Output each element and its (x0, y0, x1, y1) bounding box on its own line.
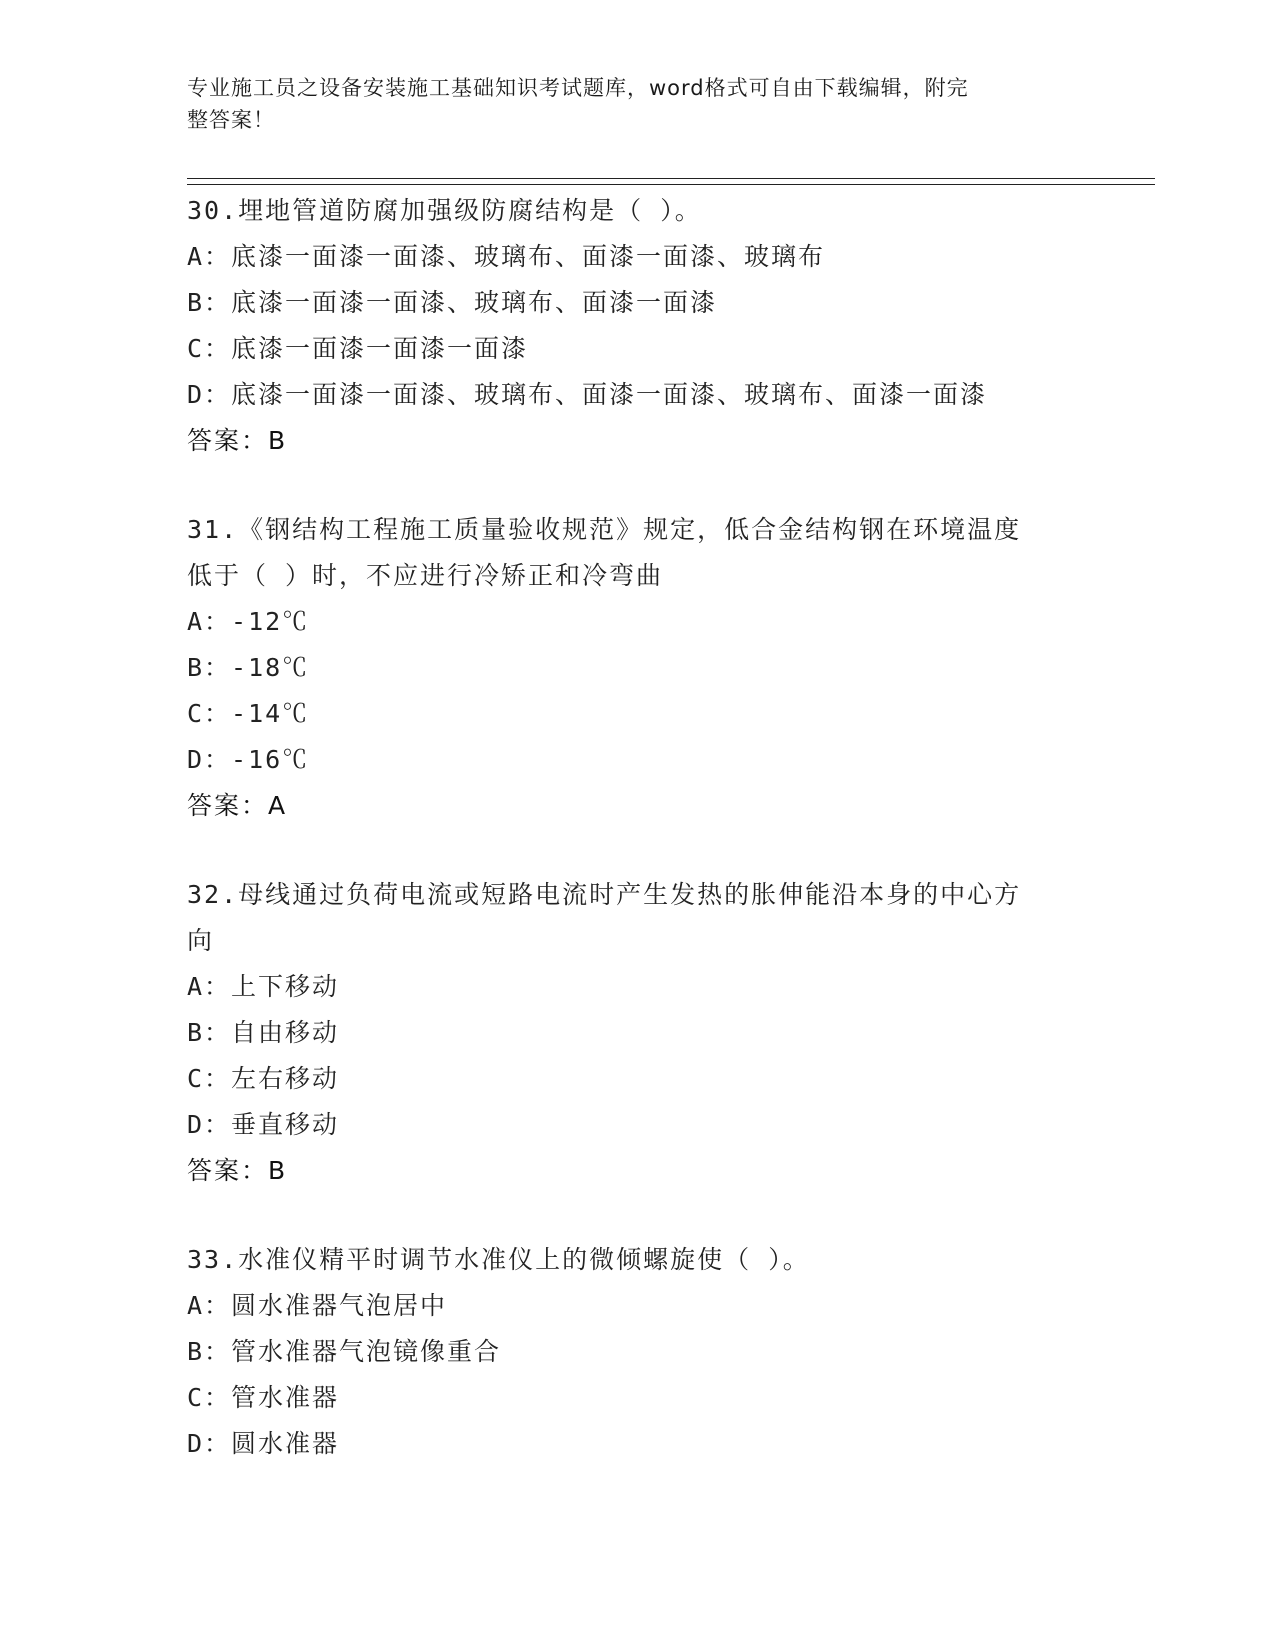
option-b: B：底漆一面漆一面漆、玻璃布、面漆一面漆 (187, 288, 718, 317)
option-b: B：自由移动 (187, 1018, 340, 1047)
option-c: C：管水准器 (187, 1383, 340, 1412)
answer-line: 答案：B (187, 1156, 288, 1185)
option-d: D：圆水准器 (187, 1429, 340, 1458)
option-a: A：-12℃ (187, 607, 310, 636)
question-stem-continued: 低于（ ）时，不应进行冷矫正和冷弯曲 (187, 561, 664, 590)
header-line-1: 专业施工员之设备安装施工基础知识考试题库，word格式可自由下载编辑，附完 (187, 76, 969, 100)
question-list (187, 188, 1087, 1467)
document-header (187, 72, 1067, 136)
question-stem: 30.埋地管道防腐加强级防腐结构是（ ）。 (187, 196, 702, 225)
question-stem-continued: 向 (187, 926, 215, 955)
option-d: D：垂直移动 (187, 1110, 340, 1139)
header-divider-top (187, 178, 1155, 179)
option-a: A：圆水准器气泡居中 (187, 1291, 448, 1320)
option-a: A：底漆一面漆一面漆、玻璃布、面漆一面漆、玻璃布 (187, 242, 826, 271)
option-a: A：上下移动 (187, 972, 340, 1001)
header-line-2: 整答案！ (187, 108, 275, 132)
option-b: B：-18℃ (187, 653, 310, 682)
question-33 (187, 1237, 1087, 1467)
header-divider-bottom (187, 184, 1155, 185)
question-stem: 32.母线通过负荷电流或短路电流时产生发热的胀伸能沿本身的中心方 (187, 880, 1022, 909)
answer-line: 答案：B (187, 426, 288, 455)
question-30 (187, 188, 1087, 464)
option-c: C：左右移动 (187, 1064, 340, 1093)
option-c: C：-14℃ (187, 699, 310, 728)
option-d: D：底漆一面漆一面漆、玻璃布、面漆一面漆、玻璃布、面漆一面漆 (187, 380, 988, 409)
option-b: B：管水准器气泡镜像重合 (187, 1337, 502, 1366)
question-stem: 33.水准仪精平时调节水准仪上的微倾螺旋使（ ）。 (187, 1245, 810, 1274)
option-c: C：底漆一面漆一面漆一面漆 (187, 334, 529, 363)
question-32 (187, 872, 1087, 1194)
question-31 (187, 507, 1087, 829)
question-stem: 31.《钢结构工程施工质量验收规范》规定，低合金结构钢在环境温度 (187, 515, 1022, 544)
option-d: D：-16℃ (187, 745, 310, 774)
answer-line: 答案：A (187, 791, 288, 820)
